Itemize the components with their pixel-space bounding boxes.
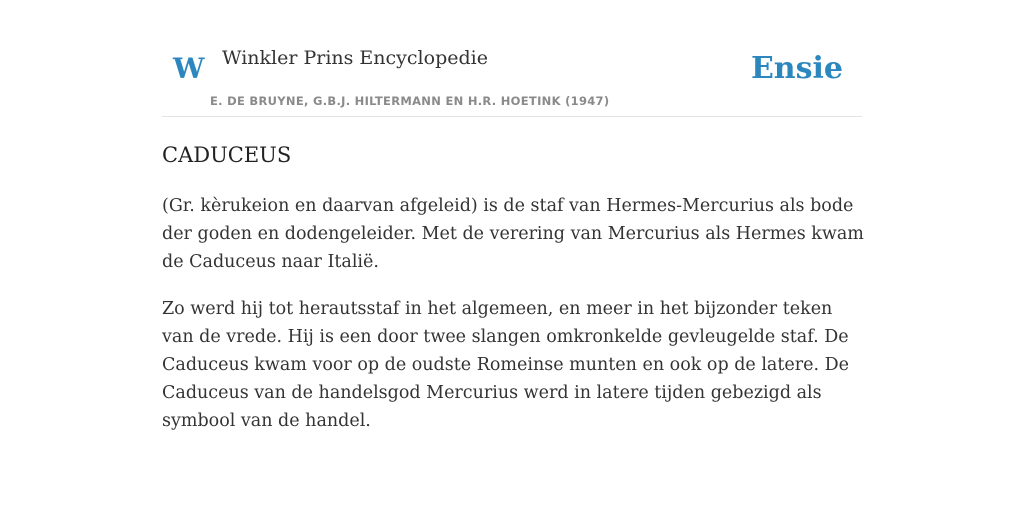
- source-title[interactable]: Winkler Prins Encyclopedie: [222, 47, 488, 69]
- article-paragraph: (Gr. kèrukeion en daarvan afgeleid) is de staf van Hermes-Mercurius als bode der goden en dodengeleider. Met de verering van Mercurius als Hermes kwam de Caduceus naar Italië.: [162, 196, 864, 272]
- article-title: CADUCEUS: [162, 143, 292, 167]
- source-header: [162, 0, 862, 117]
- article-paragraph: Zo werd hij tot herautsstaf in het algemeen, en meer in het bijzonder teken van de vrede. Hij is een door twee slangen omkronkelde gevleugelde staf. De Caduceus kwam voor op de oudste Romeinse munten en ook op de latere. De Caduceus van de handelsgod Mercurius werd in latere tijden gebezigd als symbool van de handel.: [162, 299, 849, 431]
- ensie-brand-link[interactable]: Ensie: [750, 51, 843, 86]
- article: [162, 138, 866, 435]
- source-authors: E. DE BRUYNE, G.B.J. HILTERMANN EN H.R. HOETINK (1947): [210, 94, 610, 108]
- winkler-prins-logo-icon: W: [173, 52, 205, 85]
